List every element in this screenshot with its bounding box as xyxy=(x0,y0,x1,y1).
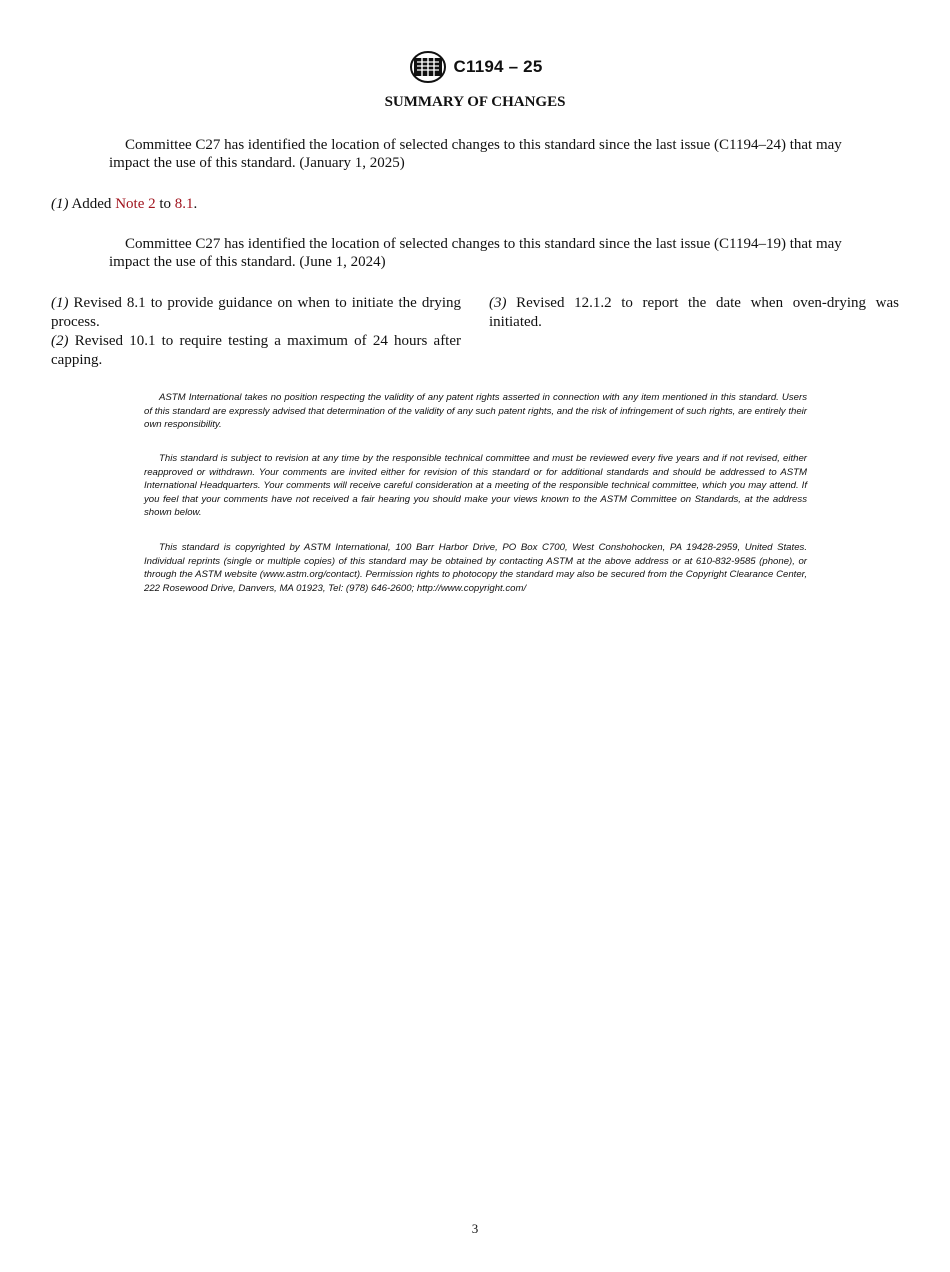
changes-left-column xyxy=(51,294,461,370)
summary-2024-paragraph: Committee C27 has identified the location of selected changes to this standard since the last issue (C1194–19) that may impact the use of this standard. (June 1, 2024) xyxy=(109,236,842,270)
astm-logo-icon xyxy=(408,50,448,84)
change-item: (2) Revised 10.1 to require testing a maximum of 24 hours after capping. xyxy=(51,333,462,368)
section-8-1-link[interactable]: 8.1 xyxy=(174,196,194,212)
copyright-notice: This standard is copyrighted by ASTM International, 100 Barr Harbor Drive, PO Box C700, West Conshohocken, PA 19428-2959, United States. Individual reprints (single or multiple copies) of this standard may be obtained by contacting ASTM at the above address or at 610-832-9585 (phone), or through the ASTM website (www.astm.org/contact). Permission rights to photocopy the standard may also be secured from the Copyright Clearance Center, 222 Rosewood Drive, Danvers, MA 01923, Tel: (978) 646-2600; http://www.copyright.com/ xyxy=(144,542,807,594)
change-item: (1) Revised 8.1 to provide guidance on when to initiate the drying process. xyxy=(51,295,461,330)
page-header xyxy=(0,50,950,84)
summary-2025-paragraph: Committee C27 has identified the location of selected changes to this standard since the last issue (C1194–24) that may impact the use of this standard. (January 1, 2025) xyxy=(109,137,842,171)
item-number: (1) xyxy=(51,196,69,212)
document-number: C1194 – 25 xyxy=(453,57,543,76)
page-number: 3 xyxy=(471,1221,479,1236)
summary-2025-item: (1) Added Note 2 to 8.1. xyxy=(51,196,198,212)
note-2-link[interactable]: Note 2 xyxy=(115,196,156,212)
page-title: SUMMARY OF CHANGES xyxy=(384,94,566,110)
revision-notice: This standard is subject to revision at any time by the responsible technical committee and must be reviewed every five years and if not revised, either reapproved or withdrawn. Your comments are invited either for revision of this standard or for additional standards and should be addressed to ASTM International Headquarters. Your comments will receive careful consideration at a meeting of the responsible technical committee, which you may attend. If you feel that your comments have not received a fair hearing you should make your views known to the ASTM Committee on Standards, at the address shown below. xyxy=(144,453,807,518)
changes-right-column xyxy=(489,294,899,332)
change-item: (3) Revised 12.1.2 to report the date when oven-drying was initiated. xyxy=(489,295,900,330)
patent-notice: ASTM International takes no position respecting the validity of any patent rights asserted in connection with any item mentioned in this standard. Users of this standard are expressly advised that determination of the validity of any such patent rights, and the risk of infringement of such rights, are entirely their own responsibility. xyxy=(144,392,807,430)
